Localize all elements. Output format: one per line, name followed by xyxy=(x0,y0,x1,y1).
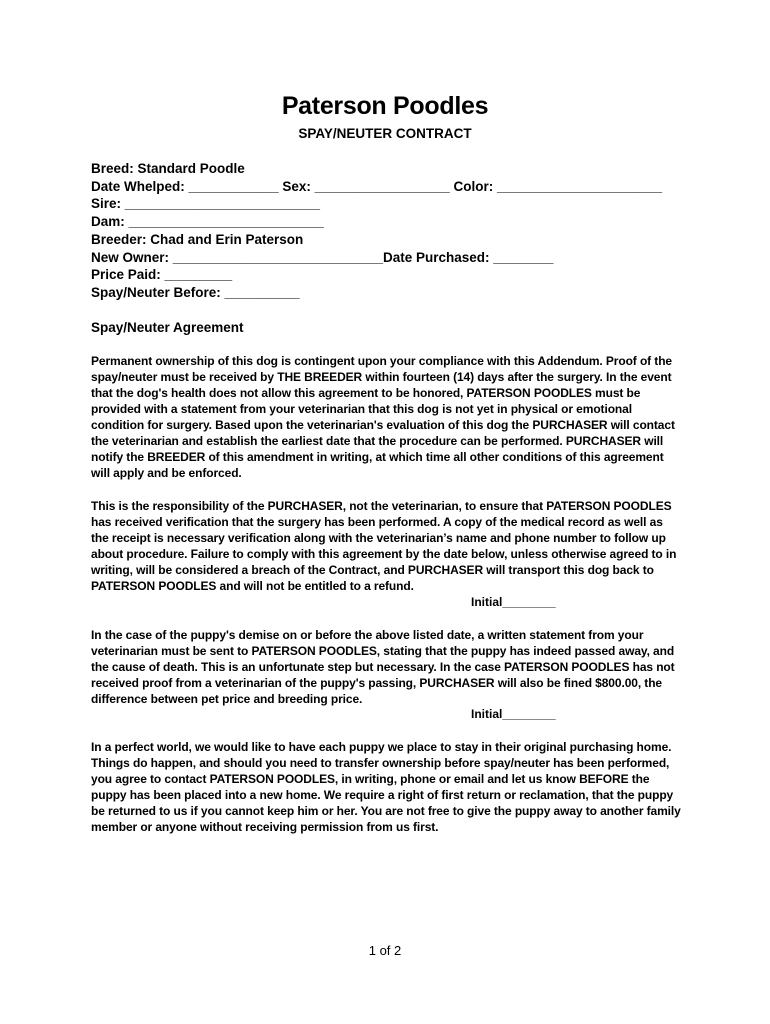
price-paid-field: Price Paid: _________ xyxy=(91,267,233,283)
sire-field: Sire: __________________________ xyxy=(91,196,320,212)
agreement-paragraph-1: Permanent ownership of this dog is contingent upon your compliance with this Addendum. Proof of the spay/neuter must be received by THE BREEDER within fourteen (14) days after the surgery. In the event that the dog's health does not allow this agreement to be honored, PATERSON POODLES must be provided with a statement from your veterinarian that this dog is not yet in physical or emotional condition for surgery. Based upon the veterinarian's evaluation of this dog the PURCHASER will contact the veterinarian and establish the earliest date that the procedure can be performed. PURCHASER will notify the BREEDER of this amendment in writing, at which time all other conditions of this agreement will apply and be enforced. xyxy=(91,354,675,480)
agreement-paragraph-4: In a perfect world, we would like to have each puppy we place to stay in their original purchasing home. Things do happen, and should you need to transfer ownership before spay/neuter has been performed, you agree to contact PATERSON POODLES, in writing, phone or email and let us know BEFORE the puppy has been placed into a new home. We require a right of first return or reclamation, that the puppy be returned to us if you cannot keep him or her. You are not free to give the puppy away to another family member or anyone without receiving permission from us first. xyxy=(91,740,681,834)
whelped-sex-color-field: Date Whelped: ____________ Sex: __________________ Color: ______________________ xyxy=(91,178,663,194)
agreement-heading: Spay/Neuter Agreement xyxy=(91,320,244,335)
initial-line-2: Initial________ xyxy=(471,707,556,721)
dam-field: Dam: __________________________ xyxy=(91,214,324,230)
contract-fields xyxy=(91,160,691,302)
owner-purchased-field: New Owner: ____________________________Date Purchased: ________ xyxy=(91,249,554,265)
page-number: 1 of 2 xyxy=(368,943,402,958)
breeder-field: Breeder: Chad and Erin Paterson xyxy=(91,231,304,247)
agreement-paragraph-3: In the case of the puppy's demise on or before the above listed date, a written statement from your veterinarian must be sent to PATERSON POODLES, stating that the puppy has indeed passed away, and the cause of death. This is an unfortunate step but necessary. In the case PATERSON POODLES has not received proof from a veterinarian of the puppy's passing, PURCHASER will also be fined $800.00, the difference between pet price and breeding price. xyxy=(91,628,675,706)
document-title: Paterson Poodles xyxy=(281,92,489,120)
document-subtitle: SPAY/NEUTER CONTRACT xyxy=(298,126,472,141)
breed-field: Breed: Standard Poodle xyxy=(91,161,245,176)
spay-neuter-before-field: Spay/Neuter Before: __________ xyxy=(91,284,300,300)
agreement-paragraph-2: This is the responsibility of the PURCHASER, not the veterinarian, to ensure that PATERSON POODLES has received verification that the surgery has been performed. A copy of the medical record as well as the receipt is necessary verification along with the veterinarian’s name and phone number to follow up about procedure. Failure to comply with this agreement by the date below, unless otherwise agreed to in writing, will be considered a breach of the Contract, and PURCHASER will transport this dog back to PATERSON POODLES and will not be entitled to a refund. xyxy=(91,499,677,593)
initial-line-1: Initial________ xyxy=(471,595,556,609)
